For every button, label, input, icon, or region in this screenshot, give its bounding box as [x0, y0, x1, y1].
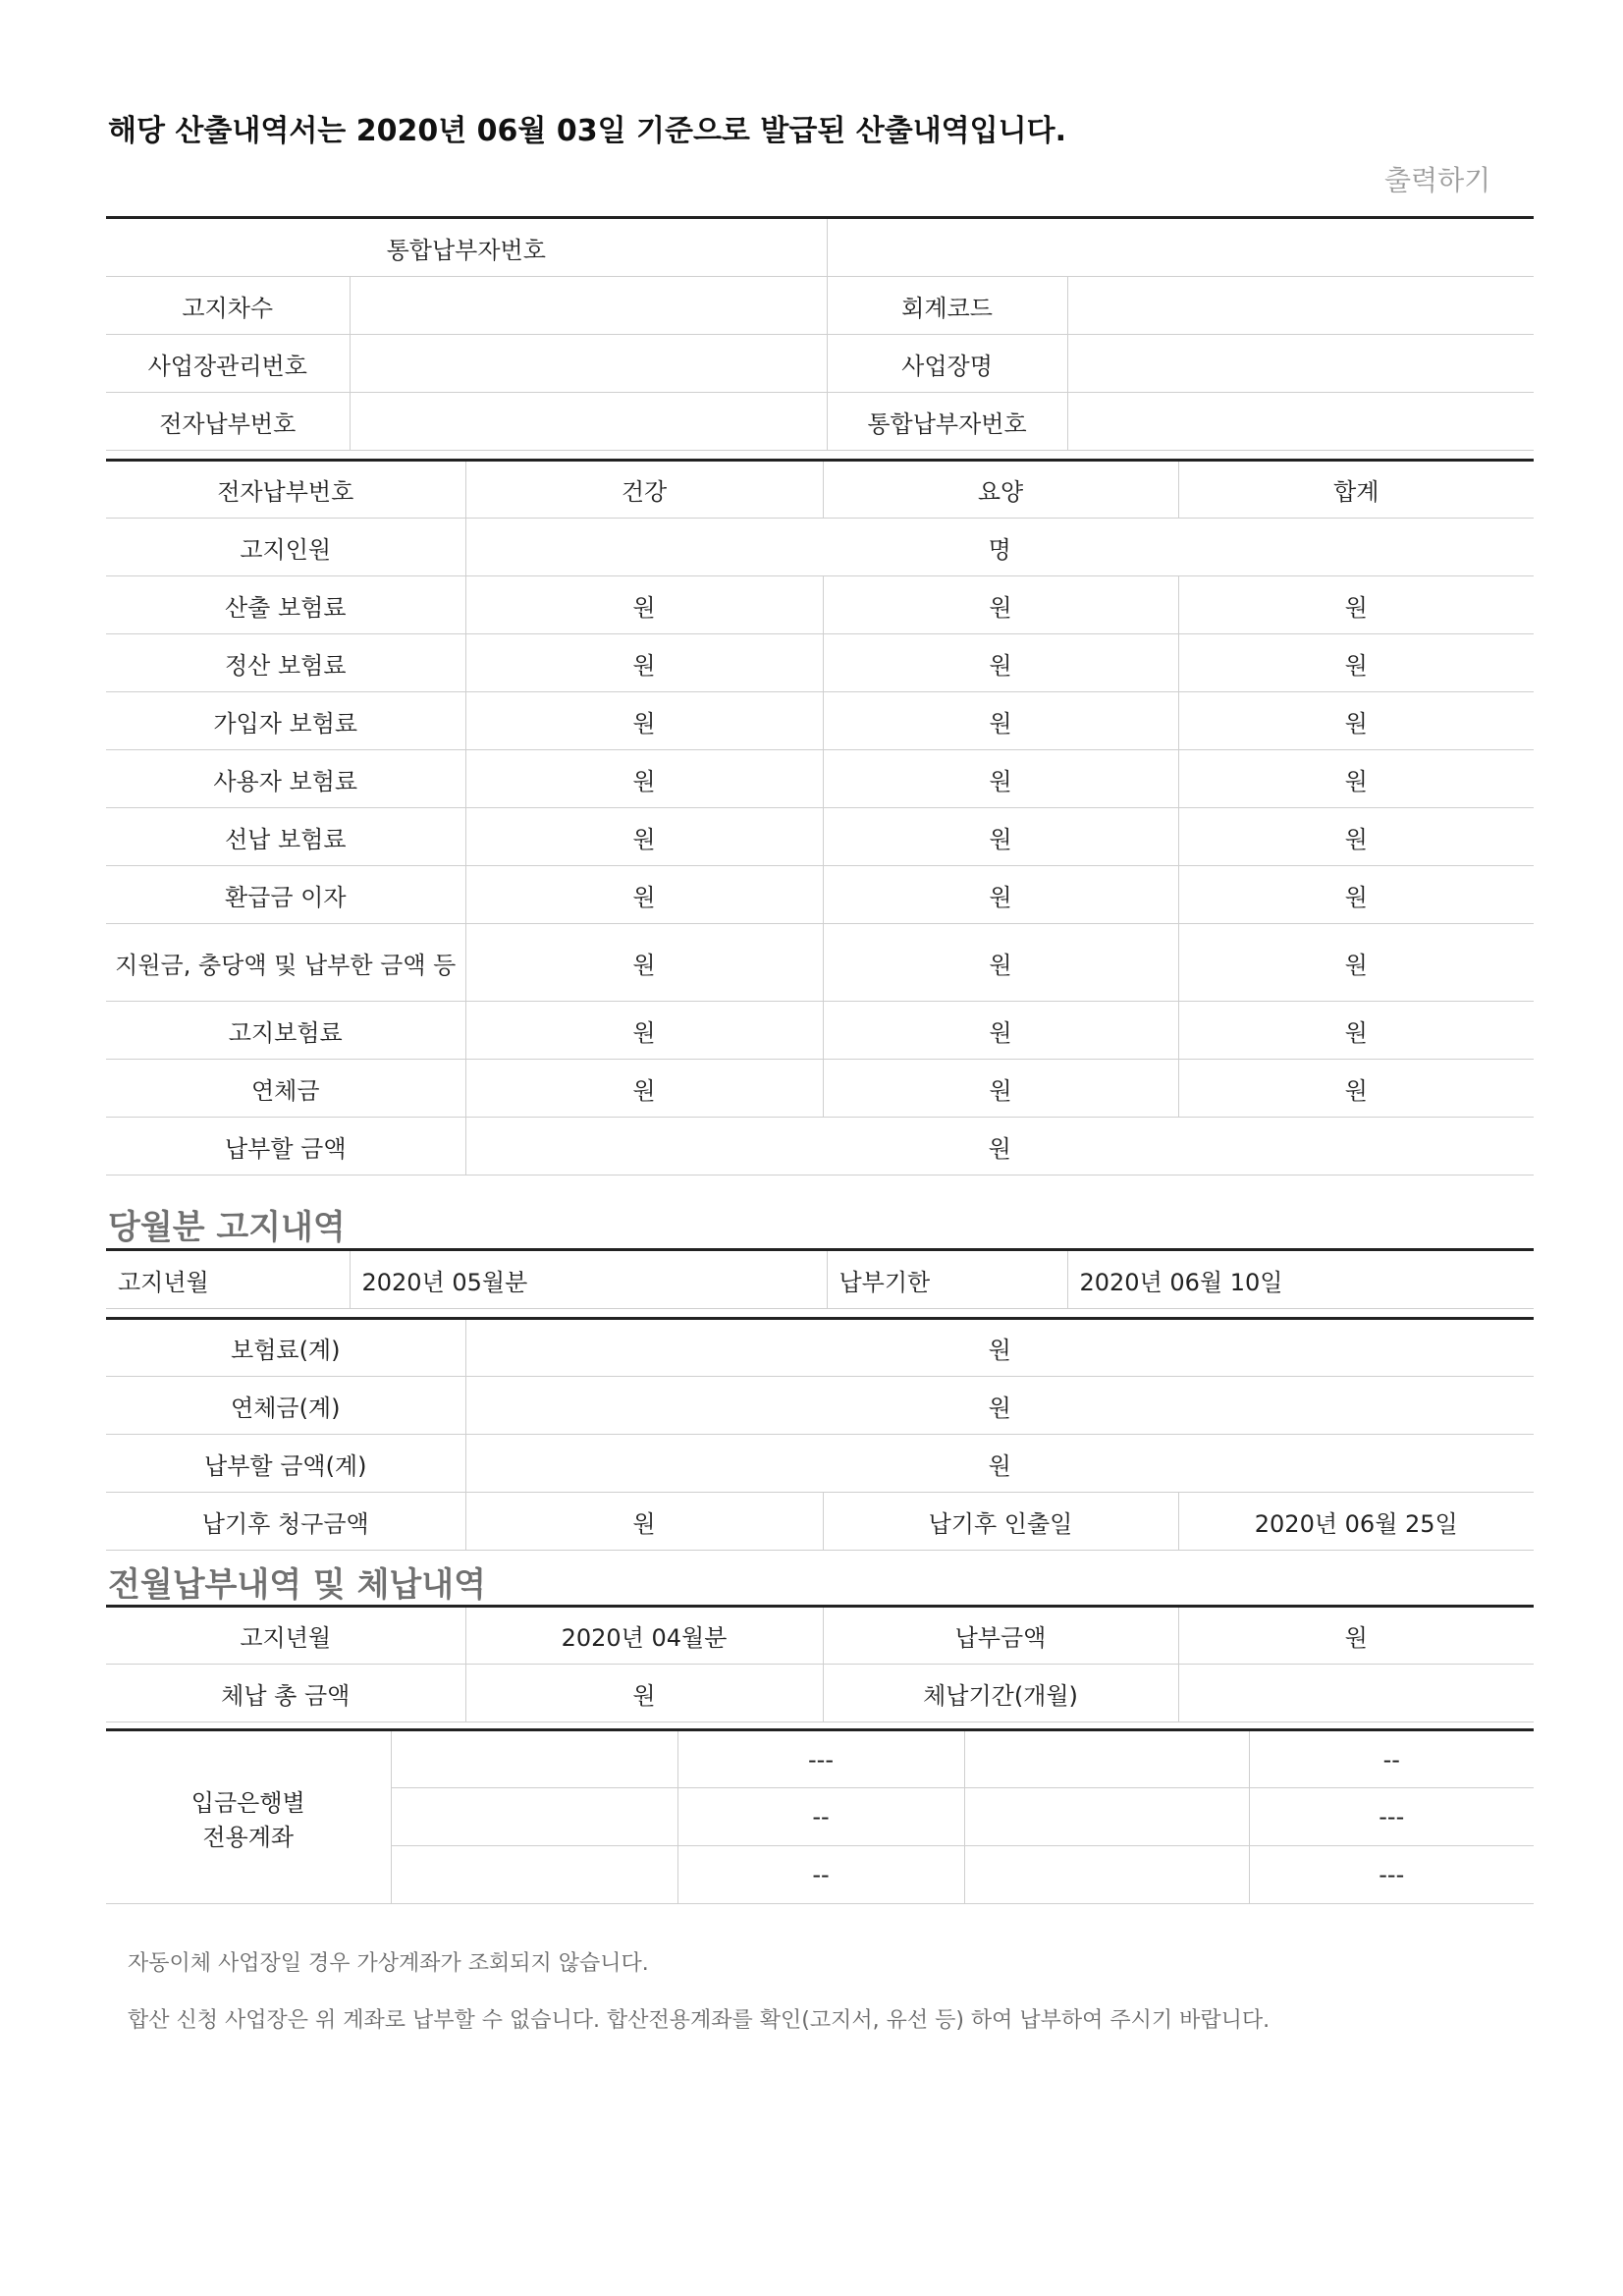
notice-month-label: 고지년월 [106, 1250, 350, 1309]
taxpayer-number-label: 통합납부자번호 [106, 218, 827, 277]
care-value: 원 [823, 750, 1178, 808]
bank-name-cell [391, 1846, 677, 1904]
arrears-period-value [1178, 1665, 1534, 1722]
header-total: 합계 [1178, 461, 1534, 519]
account-number-cell: --- [677, 1730, 964, 1788]
paid-amount-label: 납부금액 [823, 1607, 1178, 1665]
workplace-mgmt-number-label: 사업장관리번호 [106, 335, 350, 393]
amount-due-total-value: 원 [465, 1435, 1534, 1493]
workplace-mgmt-number-value [350, 335, 827, 393]
workplace-name-value [1067, 335, 1534, 393]
total-value: 원 [1178, 924, 1534, 1002]
health-value: 원 [465, 1060, 823, 1118]
care-value: 원 [823, 692, 1178, 750]
workplace-name-label: 사업장명 [827, 335, 1067, 393]
paid-amount-value: 원 [1178, 1607, 1534, 1665]
table-row [106, 634, 1534, 692]
current-month-amount-table [106, 1317, 1534, 1551]
amount-due-label: 납부할 금액 [106, 1118, 465, 1175]
row-label: 고지보험료 [106, 1002, 465, 1060]
taxpayer-number-value [827, 218, 1534, 277]
total-value: 원 [1178, 1060, 1534, 1118]
total-value: 원 [1178, 808, 1534, 866]
account-code-label: 회계코드 [827, 277, 1067, 335]
taxpayer-number-value-2 [1067, 393, 1534, 451]
health-value: 원 [465, 692, 823, 750]
bank-name-cell [391, 1730, 677, 1788]
withdraw-date-label: 납기후 인출일 [823, 1493, 1178, 1551]
row-label: 지원금, 충당액 및 납부한 금액 등 [106, 924, 465, 1002]
table-row [106, 866, 1534, 924]
header-health: 건강 [465, 461, 823, 519]
taxpayer-number-label-2: 통합납부자번호 [827, 393, 1067, 451]
account-number-cell: -- [1249, 1730, 1534, 1788]
total-value: 원 [1178, 576, 1534, 634]
account-code-value [1067, 277, 1534, 335]
table-row [106, 692, 1534, 750]
previous-month-section-title: 전월납부내역 및 체납내역 [108, 1565, 486, 1605]
notice-month-value: 2020년 05월분 [350, 1250, 827, 1309]
notice-count-value: 명 [465, 519, 1534, 576]
premium-total-value: 원 [465, 1319, 1534, 1377]
health-value: 원 [465, 808, 823, 866]
row-label: 산출 보험료 [106, 576, 465, 634]
notice-round-label: 고지차수 [106, 277, 350, 335]
bank-name-cell [964, 1846, 1249, 1904]
total-value: 원 [1178, 692, 1534, 750]
table-row [106, 808, 1534, 866]
total-value: 원 [1178, 1002, 1534, 1060]
premium-total-label: 보험료(계) [106, 1319, 465, 1377]
electronic-payment-number-label: 전자납부번호 [106, 393, 350, 451]
current-month-section-title: 당월분 고지내역 [108, 1208, 346, 1247]
row-label: 환급금 이자 [106, 866, 465, 924]
row-label: 정산 보험료 [106, 634, 465, 692]
current-month-header-table [106, 1248, 1534, 1309]
total-value: 원 [1178, 750, 1534, 808]
health-value: 원 [465, 634, 823, 692]
row-label: 가입자 보험료 [106, 692, 465, 750]
table-row [106, 924, 1534, 1002]
account-number-cell: -- [677, 1846, 964, 1904]
late-fee-total-label: 연체금(계) [106, 1377, 465, 1435]
arrears-period-label: 체납기간(개월) [823, 1665, 1178, 1722]
table-row [106, 1002, 1534, 1060]
header-longterm-care: 요양 [823, 461, 1178, 519]
health-value: 원 [465, 924, 823, 1002]
row-label: 연체금 [106, 1060, 465, 1118]
late-fee-total-value: 원 [465, 1377, 1534, 1435]
print-button[interactable]: 출력하기 [1384, 164, 1491, 196]
header-electronic-payment-number: 전자납부번호 [106, 461, 465, 519]
health-value: 원 [465, 1002, 823, 1060]
prev-notice-month-value: 2020년 04월분 [465, 1607, 823, 1665]
table-row [106, 576, 1534, 634]
notice-count-label: 고지인원 [106, 519, 465, 576]
care-value: 원 [823, 808, 1178, 866]
health-value: 원 [465, 866, 823, 924]
arrears-total-value: 원 [465, 1665, 823, 1722]
bank-account-label [106, 1730, 391, 1904]
account-number-cell: -- [677, 1788, 964, 1846]
table-row [106, 1060, 1534, 1118]
care-value: 원 [823, 924, 1178, 1002]
care-value: 원 [823, 866, 1178, 924]
amount-due-total-label: 납부할 금액(계) [106, 1435, 465, 1493]
bank-name-cell [964, 1730, 1249, 1788]
bank-name-cell [964, 1788, 1249, 1846]
notice-round-value [350, 277, 827, 335]
bank-name-cell [391, 1788, 677, 1846]
account-number-cell: --- [1249, 1788, 1534, 1846]
health-value: 원 [465, 576, 823, 634]
account-number-cell: --- [1249, 1846, 1534, 1904]
arrears-total-label: 체납 총 금액 [106, 1665, 465, 1722]
total-value: 원 [1178, 866, 1534, 924]
amount-due-value: 원 [465, 1118, 1534, 1175]
care-value: 원 [823, 1002, 1178, 1060]
due-date-value: 2020년 06월 10일 [1067, 1250, 1534, 1309]
document-title: 해당 산출내역서는 2020년 06월 03일 기준으로 발급된 산출내역입니다. [108, 114, 1066, 148]
care-value: 원 [823, 576, 1178, 634]
care-value: 원 [823, 634, 1178, 692]
premium-table [106, 459, 1534, 1175]
electronic-payment-number-value [350, 393, 827, 451]
auto-transfer-note: 자동이체 사업장일 경우 가상계좌가 조회되지 않습니다. [128, 1951, 649, 1976]
bank-account-label-line2: 전용계좌 [202, 1823, 295, 1851]
combined-payment-note: 합산 신청 사업장은 위 계좌로 납부할 수 없습니다. 합산전용계좌를 확인(고지서, 유선 등) 하여 납부하여 주시기 바랍니다. [128, 2008, 1271, 2033]
post-due-amount-value: 원 [465, 1493, 823, 1551]
bank-account-table [106, 1728, 1534, 1904]
row-label: 사용자 보험료 [106, 750, 465, 808]
row-label: 선납 보험료 [106, 808, 465, 866]
withdraw-date-value: 2020년 06월 25일 [1178, 1493, 1534, 1551]
due-date-label: 납부기한 [827, 1250, 1067, 1309]
post-due-amount-label: 납기후 청구금액 [106, 1493, 465, 1551]
prev-notice-month-label: 고지년월 [106, 1607, 465, 1665]
table-row [106, 750, 1534, 808]
care-value: 원 [823, 1060, 1178, 1118]
previous-month-table [106, 1605, 1534, 1722]
bank-account-label-line1: 입금은행별 [190, 1788, 305, 1817]
workplace-info-table [106, 216, 1534, 451]
total-value: 원 [1178, 634, 1534, 692]
health-value: 원 [465, 750, 823, 808]
